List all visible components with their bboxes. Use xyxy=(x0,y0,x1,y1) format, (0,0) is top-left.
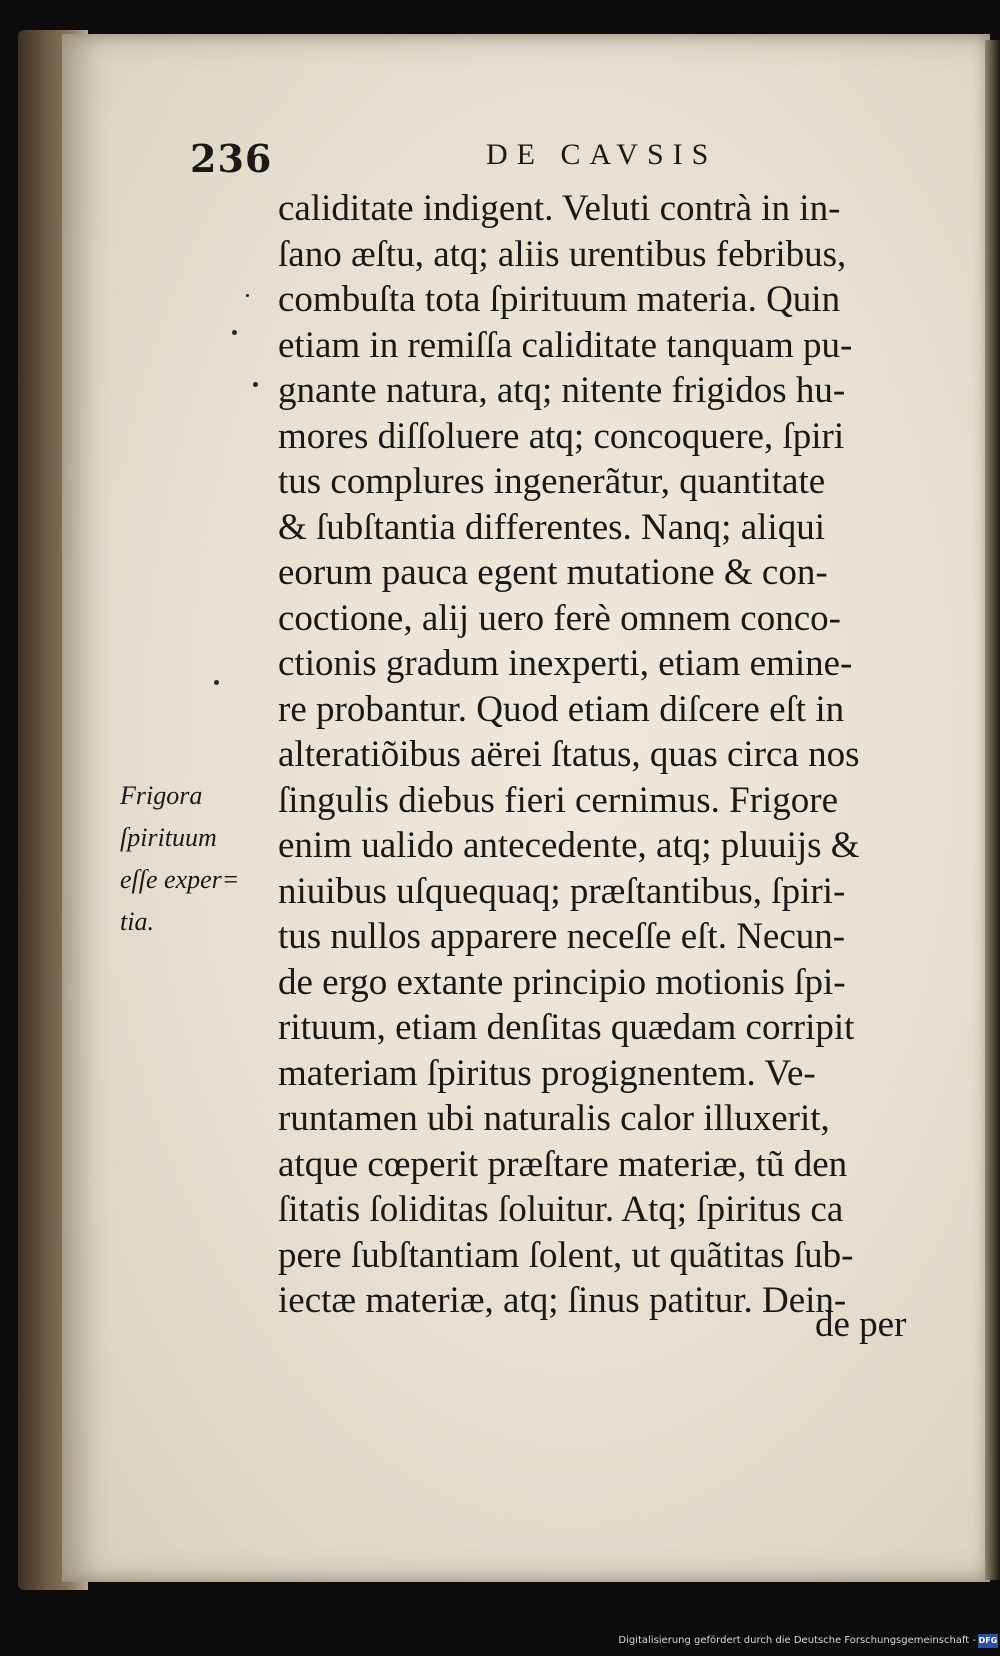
ink-speck xyxy=(253,382,258,387)
running-head: DE CAVSIS xyxy=(486,138,718,171)
text-line: enim ualido antecedente, atq; pluuijs & xyxy=(278,825,860,866)
text-line: tus nullos apparere neceſſe eſt. Necun- xyxy=(278,916,846,957)
text-line: combuſta tota ſpirituum materia. Quin xyxy=(278,279,841,320)
text-line: tus complures ingenerãtur, quantitate xyxy=(278,461,826,502)
ink-speck xyxy=(214,680,219,685)
marginal-note-line: eſſe exper= xyxy=(120,865,240,894)
text-line: & ſubſtantia differentes. Nanq; aliqui xyxy=(278,506,825,548)
text-line: mores diſſoluere atq; concoquere, ſpiri xyxy=(278,415,845,457)
text-line: niuibus uſquequaq; præſtantibus, ſpiri- xyxy=(278,870,846,912)
text-line: ſitatis ſoliditas ſoluitur. Atq; ſpiritus ca xyxy=(278,1189,844,1230)
ink-speck xyxy=(232,330,237,335)
marginal-note xyxy=(120,775,270,943)
body-text xyxy=(278,186,938,1324)
text-line: eorum pauca egent mutatione & con- xyxy=(278,552,828,593)
marginal-note-line: tia. xyxy=(120,907,154,936)
text-line: pere ſubſtantiam ſolent, ut quãtitas ſub- xyxy=(278,1234,854,1276)
text-line: ſano æſtu, atq; aliis urentibus febribus, xyxy=(278,233,847,275)
dfg-logo: DFG xyxy=(978,1634,998,1648)
text-line: ſingulis diebus fieri cernimus. Frigore xyxy=(278,779,839,821)
catchword: de per xyxy=(815,1304,907,1345)
marginal-note-line: ſpirituum xyxy=(120,823,217,852)
page-number: 236 xyxy=(190,136,273,181)
text-line: gnante natura, atq; nitente frigidos hu- xyxy=(278,370,846,411)
footer-credit: Digitalisierung gefördert durch die Deutsche Forschungsgemeinschaft - xyxy=(618,1635,976,1646)
text-line: rituum, etiam denſitas quædam corripit xyxy=(278,1007,855,1048)
text-line: atque cœperit præſtare materiæ, tũ den xyxy=(278,1143,848,1185)
marginal-note-line: Frigora xyxy=(120,781,203,810)
text-line: materiam ſpiritus progignentem. Ve- xyxy=(278,1052,816,1094)
text-line: ctionis gradum inexperti, etiam emine- xyxy=(278,643,853,684)
text-line: iectæ materiæ, atq; ſinus patitur. Dein- xyxy=(278,1280,847,1321)
text-line: re probantur. Quod etiam diſcere eſt in xyxy=(278,688,845,730)
ink-speck xyxy=(246,294,249,297)
text-line: caliditate indigent. Veluti contrà in in- xyxy=(278,188,841,229)
text-line: coctione, alij uero ferè omnem conco- xyxy=(278,597,841,639)
text-line: runtamen ubi naturalis calor illuxerit, xyxy=(278,1098,830,1139)
text-line: de ergo extante principio motionis ſpi- xyxy=(278,961,846,1003)
text-line: alteratiõibus aërei ſtatus, quas circa nos xyxy=(278,734,860,775)
text-line: etiam in remiſſa caliditate tanquam pu- xyxy=(278,324,853,366)
page-edge-shadow xyxy=(985,40,1000,1580)
